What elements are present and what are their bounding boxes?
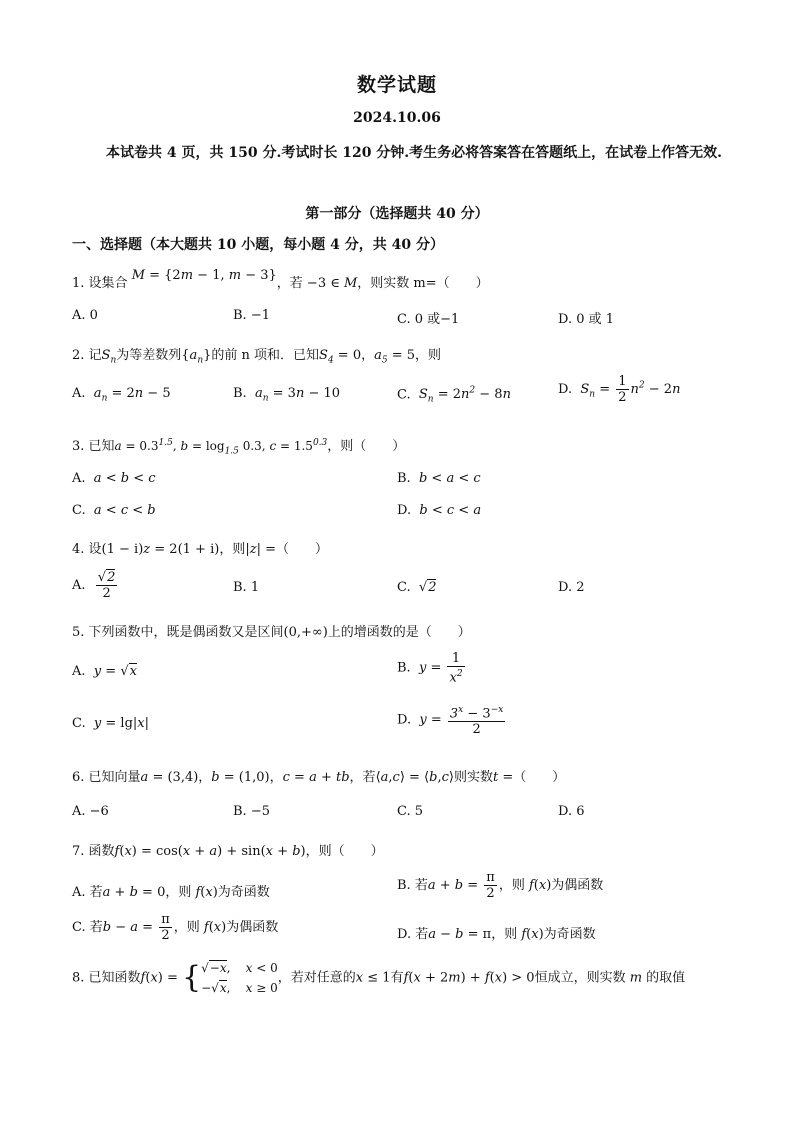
question-7-option-c: C. 若b − a = $\frac{\pi}{2}$ ，则 f(x)为偶函数	[72, 912, 279, 943]
question-7-stem: 7. 函数f(x) = cos(x + a) + sin(x + b)，则（ ）	[72, 844, 384, 859]
question-1-option-d: D. 0 或 1	[558, 312, 615, 327]
question-6-stem: 6. 已知向量a = (3,4)，b = (1,0)，c = a + tb，若⟨a,c⟩ = ⟨b,c⟩则实数t =（ ）	[72, 770, 566, 785]
question-6-option-b: B. −5	[233, 804, 270, 819]
question-6-option-d: D. 6	[558, 804, 585, 819]
exam-notice: 本试卷共 4 页，共 150 分.考试时长 120 分钟.考生务必将答案答在答题纸上，在试卷上作答无效.	[106, 145, 723, 161]
page-title: 数学试题	[356, 74, 437, 96]
question-5-option-c: C. y = lg|x|	[72, 716, 150, 731]
question-2-stem: 2. 记$S_n$为等差数列$\{a_n\}$的前 n 项和．已知$S_4 = 0$，$a_5 = 5$，则	[72, 348, 442, 366]
question-3-option-c: C. a < c < b	[72, 503, 156, 518]
question-2-option-d: D. $S_n$ = $\frac{1}{2}$ $n^2 - 2n$	[558, 374, 681, 405]
question-1-option-b: B. −1	[233, 308, 270, 323]
set-m-formula: M	[131, 268, 145, 283]
question-7-option-d: D. 若a − b = π，则 f(x)为奇函数	[397, 927, 596, 942]
question-5-option-d: D. y = $\frac{3^x - 3^{-x}}{2}$	[397, 705, 504, 738]
question-6-option-c: C. 5	[397, 804, 424, 819]
question-1-option-a: A. 0	[72, 308, 98, 323]
section-heading: 一、选择题（本大题共 10 小题，每小题 4 分，共 40 分）	[72, 237, 444, 253]
question-5-option-b: B. y = $\frac{1}{x^2}$	[397, 651, 463, 686]
question-5-stem: 5. 下列函数中，既是偶函数又是区间(0,+∞)上的增函数的是（ ）	[72, 625, 471, 640]
question-5-option-a: A. y = √x	[72, 664, 137, 679]
exam-date: 2024.10.06	[353, 110, 441, 126]
question-3-option-b: B. b < a < c	[397, 471, 481, 486]
question-4-option-b: B. 1	[233, 580, 260, 595]
question-4-option-c: C. √2	[397, 580, 437, 595]
question-2-option-c: C. $S_n = 2n^2 - 8n$	[397, 386, 511, 405]
question-4-stem: 4. 设(1 − i)z = 2(1 + i)，则|z| =（ ）	[72, 542, 328, 557]
question-1-option-c: C. 0 或−1	[397, 312, 460, 327]
piecewise-definition: √−x, x < 0 −√x, x ≥ 0	[201, 961, 278, 995]
question-7-option-a: A. 若a + b = 0，则 f(x)为奇函数	[72, 885, 270, 900]
question-3-option-a: A. a < b < c	[72, 471, 156, 486]
question-2-option-a: A. $a_n = 2n - 5$	[72, 386, 171, 404]
question-8-stem: 8. 已知函数f(x) = {√−x, x < 0 −√x, x ≥ 0，若对任意的x ≤ 1有f(x + 2m) + f(x) > 0恒成立，则实数 m 的取值	[72, 958, 685, 998]
part-heading: 第一部分（选择题共 40 分）	[305, 206, 489, 222]
question-2-option-b: B. $a_n = 3n - 10$	[233, 386, 341, 404]
question-1-stem: 1. 设集合 M = {2m − 1, m − 3}，若 −3 ∈ M，则实数 m=（ ）	[72, 268, 489, 291]
question-6-option-a: A. −6	[72, 804, 109, 819]
question-3-option-d: D. b < c < a	[397, 503, 482, 518]
question-4-option-d: D. 2	[558, 580, 585, 595]
question-4-option-a: A. $\frac{√2}{2}$	[72, 570, 116, 601]
question-7-option-b: B. 若a + b = $\frac{\pi}{2}$ ，则 f(x)为偶函数	[397, 870, 604, 901]
question-3-stem: 3. 已知$a = 0.3^{1.5}$, $b = \log_{1.5} 0.3$, $c = 1.5^{0.3}$，则（ ）	[72, 438, 406, 457]
